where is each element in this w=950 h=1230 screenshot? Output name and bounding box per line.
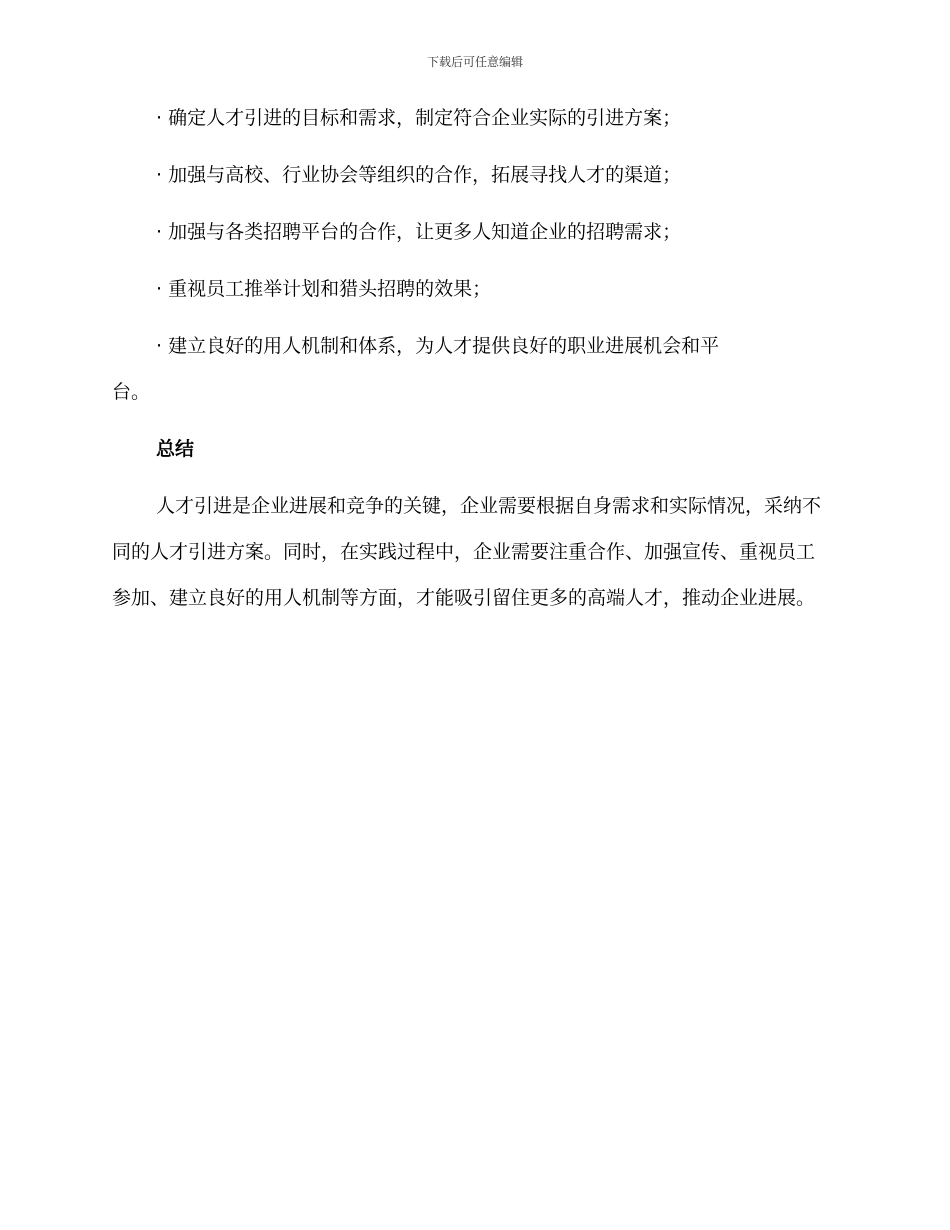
bullet-item: · 加强与各类招聘平台的合作，让更多人知道企业的招聘需求； <box>156 221 682 243</box>
bullet-item-line1: · 建立良好的用人机制和体系，为人才提供良好的职业进展机会和平 <box>156 335 720 357</box>
summary-paragraph: 人才引进是企业进展和竞争的关键，企业需要根据自身需求和实际情况，采纳不同的人才引进方案。同时，在实践过程中，企业需要注重合作、加强宣传、重视员工参加、建立良好的用人机制等方面，才能吸引留住更多的高端人才，推动企业进展。 <box>112 495 822 609</box>
bullet-item: · 重视员工推举计划和猎头招聘的效果； <box>156 278 492 300</box>
section-heading: 总结 <box>156 438 195 460</box>
bullet-item: · 确定人才引进的目标和需求，制定符合企业实际的引进方案； <box>156 107 682 129</box>
bullet-item: · 加强与高校、行业协会等组织的合作，拓展寻找人才的渠道； <box>156 164 682 186</box>
document-body <box>112 108 832 621</box>
bullet-item-line2: 台。 <box>112 381 151 403</box>
page-header: 下载后可任意编辑 <box>426 55 523 69</box>
